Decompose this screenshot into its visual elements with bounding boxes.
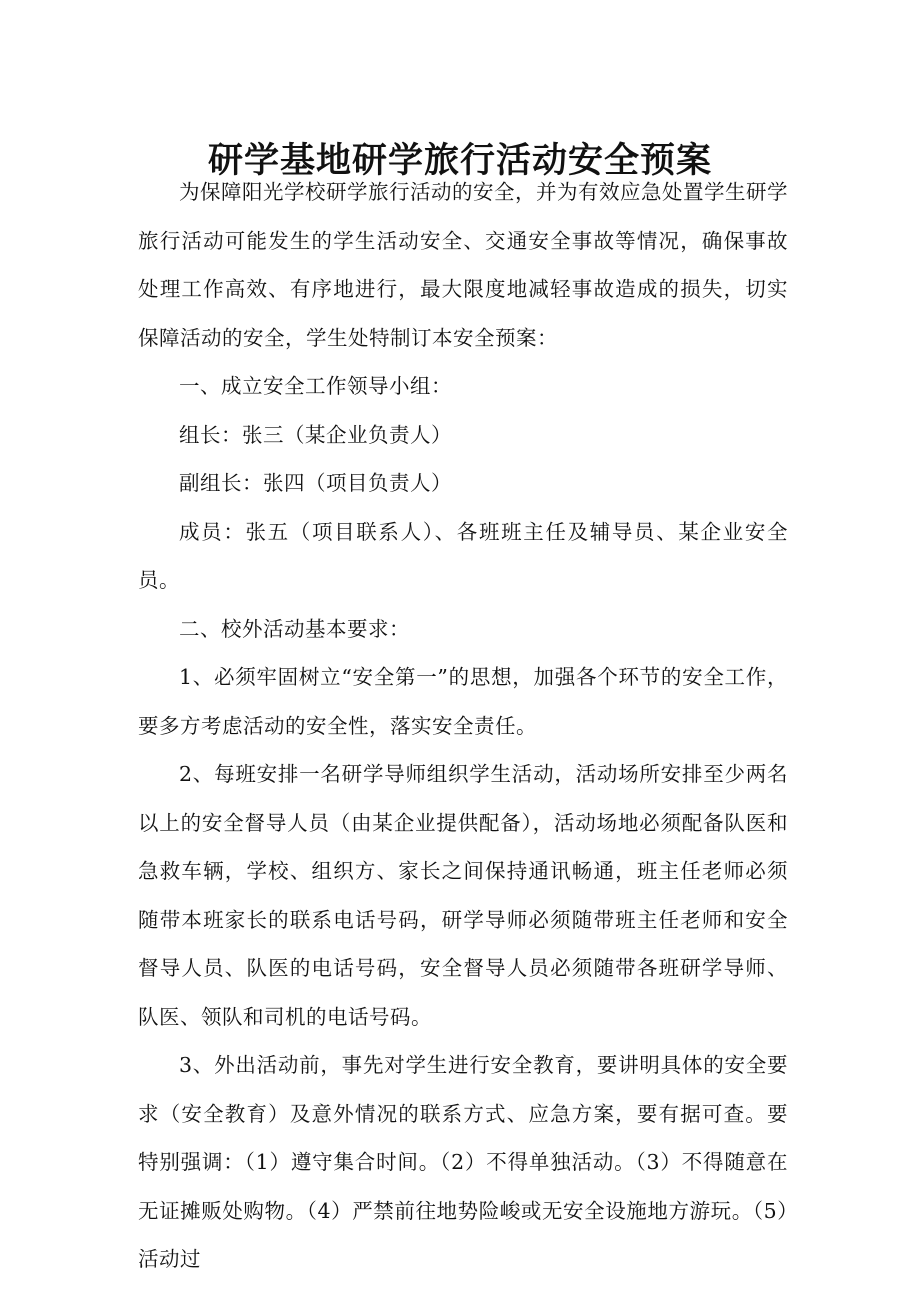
leader-line: 组长：张三（某企业负责人） [179,422,452,447]
requirement-3-paragraph: 3、外出活动前，事先对学生进行安全教育，要讲明具体的安全要求（安全教育）及意外情况的联系方式、应急方案，要有据可查。要特别强调：（1）遵守集合时间。（2）不得单独活动。（3）不得随意在无证摊贩处购物。（4）严禁前往地势险峻或无安全设施地方游玩。（5）活动过 [138,1053,788,1271]
page-title: 研学基地研学旅行活动安全预案 [207,140,712,182]
requirement-2-paragraph: 2、每班安排一名研学导师组织学生活动，活动场所安排至少两名以上的安全督导人员（由某企业提供配备），活动场地必须配备队医和急救车辆，学校、组织方、家长之间保持通讯畅通，班主任老师必须随带本班家长的联系电话号码，研学导师必须随带班主任老师和安全督导人员、队医的电话号码，安全督导人员必须随带各班研学导师、队医、领队和司机的电话号码。 [138,762,788,1029]
requirement-1-paragraph: 1、必须牢固树立“安全第一”的思想，加强各个环节的安全工作，要多方考虑活动的安全性，落实安全责任。 [138,665,788,738]
document-body [138,168,788,1284]
section-heading-leadership: 一、成立安全工作领导小组： [179,374,452,398]
intro-paragraph: 为保障阳光学校研学旅行活动的安全，并为有效应急处置学生研学旅行活动可能发生的学生活动安全、交通安全事故等情况，确保事故处理工作高效、有序地进行，最大限度地减轻事故造成的损失，切实保障活动的安全，学生处特制订本安全预案： [138,180,788,350]
deputy-leader-line: 副组长：张四（项目负责人） [179,471,452,495]
section-heading-requirements: 二、校外活动基本要求： [179,616,410,641]
members-line: 成员：张五（项目联系人）、各班班主任及辅导员、某企业安全员。 [138,519,788,592]
